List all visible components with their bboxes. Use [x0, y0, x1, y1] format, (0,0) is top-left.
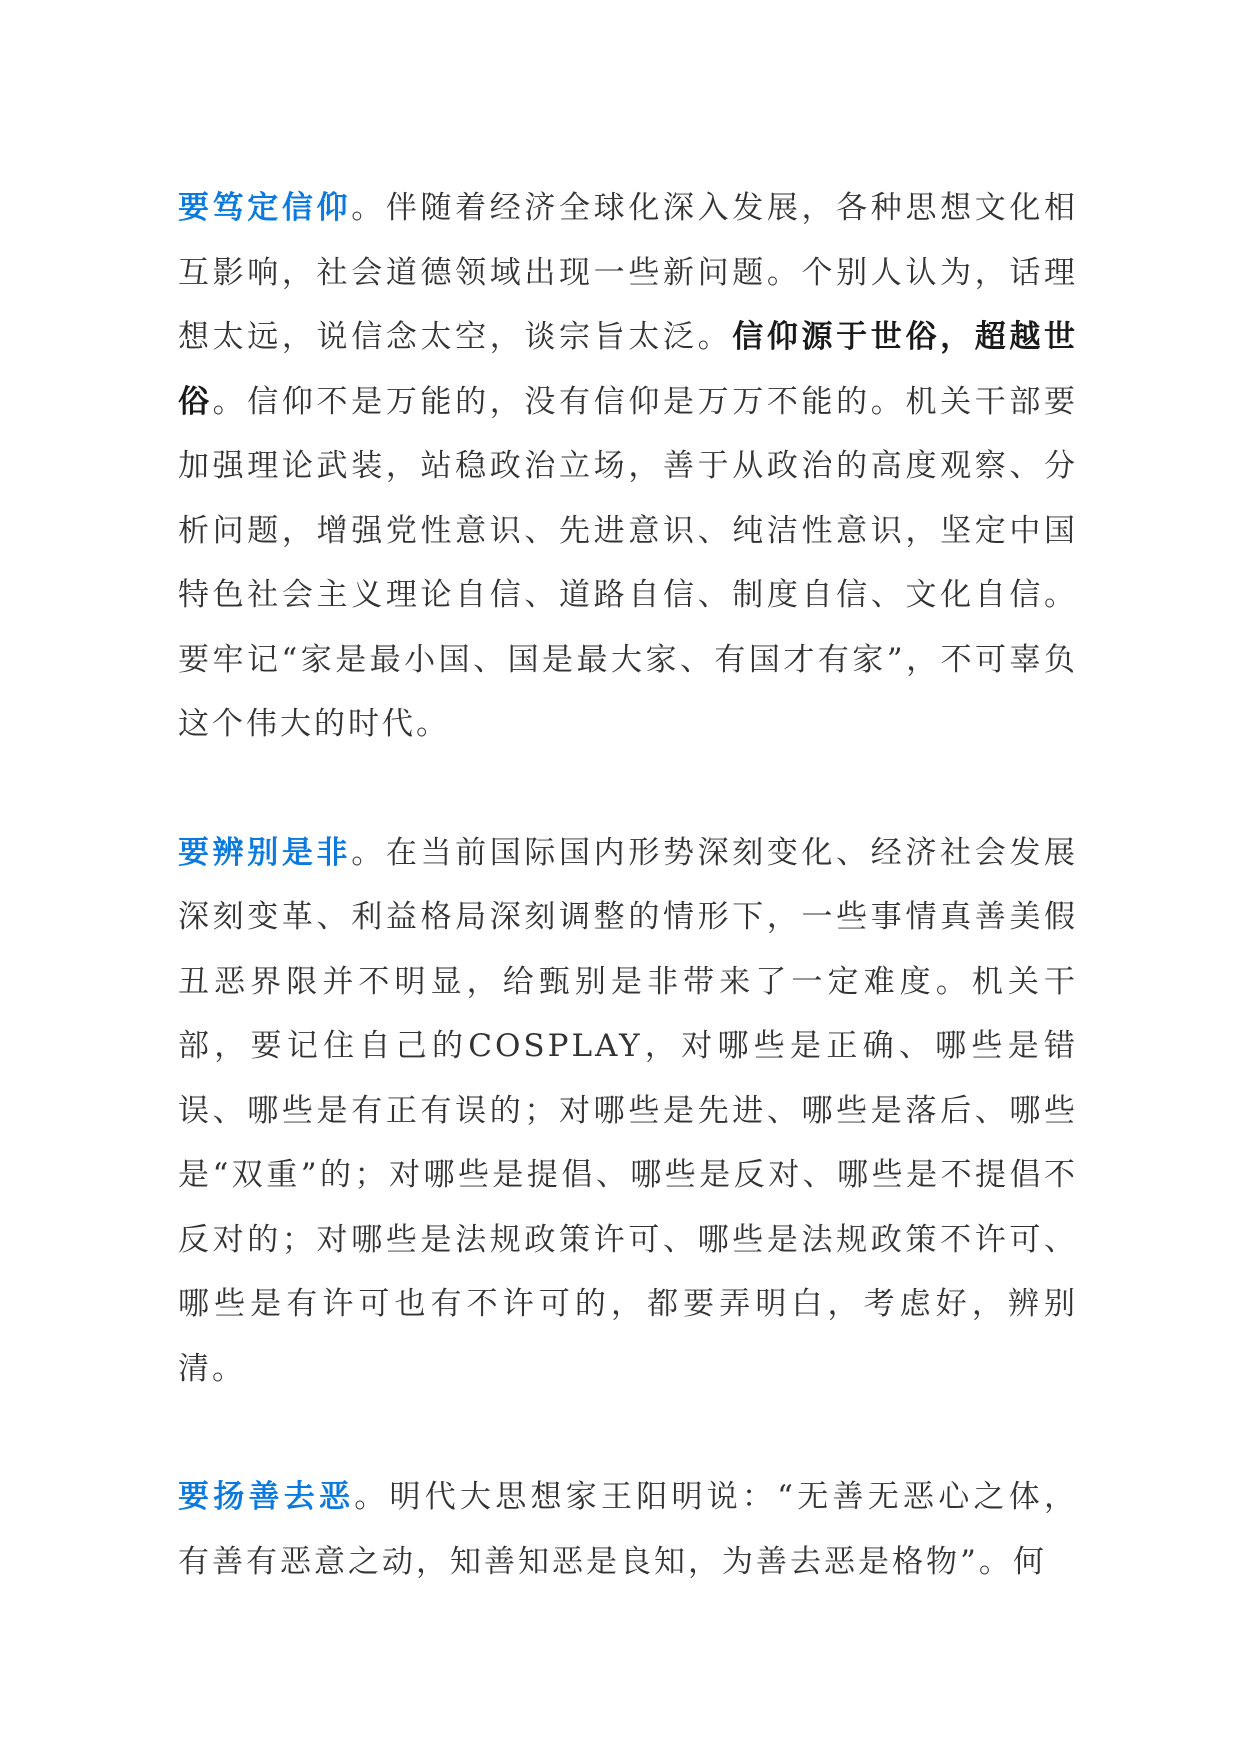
paragraph-heading: 要辨别是非	[178, 834, 352, 871]
paragraph-text: 。信仰不是万能的，没有信仰是万万不能的。机关干部要加强理论武装，站稳政治立场，善于从政治的高度观察、分析问题，增强党性意识、先进意识、纯洁性意识，坚定中国特色社会主义理论自信、道路自信、制度自信、文化自信。要牢记“家是最小国、国是最大家、有国才有家”，不可辜负这个伟大的时代。	[178, 383, 1078, 742]
document-page	[178, 176, 1078, 1594]
paragraph-text: 。明代大思想家王阳明说：“无善无恶心之体，有善有恶意之动，知善知恶是良知，为善去恶是格物”。何	[178, 1479, 1078, 1580]
paragraph-faith	[178, 176, 1078, 757]
emphasis-text: 信仰源于世俗，超越世俗	[178, 319, 1079, 420]
paragraph-right-wrong	[178, 821, 1078, 1402]
paragraph-text: 。伴随着经济全球化深入发展，各种思想文化相互影响，社会道德领域出现一些新问题。个别人认为，话理想太远，说信念太空，谈宗旨太泛。	[178, 190, 1079, 355]
paragraph-good-evil	[178, 1465, 1078, 1594]
paragraph-text: 。在当前国际国内形势深刻变化、经济社会发展深刻变革、利益格局深刻调整的情形下，一些事情真善美假丑恶界限并不明显，给甄别是非带来了一定难度。机关干部，要记住自己的COSPLAY，对哪些是正确、哪些是错误、哪些是有正有误的；对哪些是先进、哪些是落后、哪些是“双重”的；对哪些是提倡、哪些是反对、哪些是不提倡不反对的；对哪些是法规政策许可、哪些是法规政策不许可、哪些是有许可也有不许可的，都要弄明白，考虑好，辨别清。	[178, 834, 1079, 1387]
paragraph-heading: 要笃定信仰	[178, 190, 352, 226]
paragraph-heading: 要扬善去恶	[178, 1479, 355, 1515]
